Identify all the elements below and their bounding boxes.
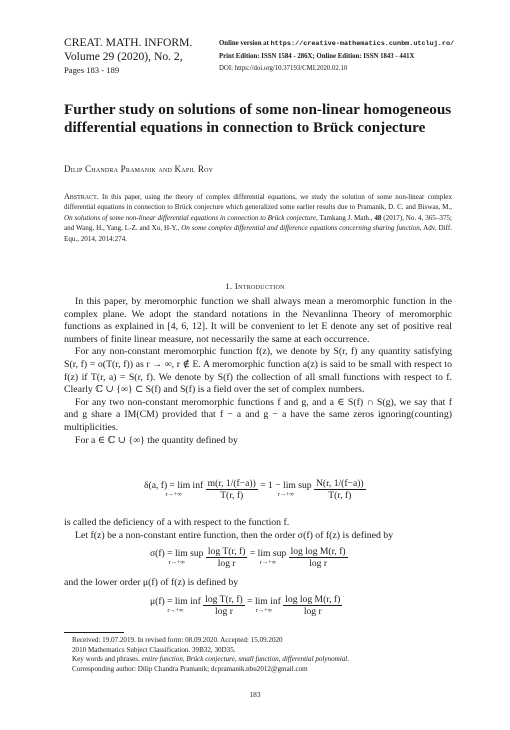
issn-line: Print Edition: ISSN 1584 - 286X; Online Edition: ISSN 1843 - 441X [219, 52, 415, 60]
paragraph-6: Let f(z) be a non-constant entire function, then the order σ(f) of f(z) is defined by [75, 529, 394, 541]
paper-title: Further study on solutions of some non-linear homogeneous differential equations in connection to Brück conjecture [64, 101, 452, 136]
paragraph-7: and the lower order μ(f) of f(z) is defined by [64, 577, 239, 588]
paragraph-3: For any two non-constant meromorphic functions f and g, and a ∈ S(f) ∩ S(g), we say that f and g share a IM(CM) provided that f − a and g − a have the same zeros ignoring(counting) multiplicities. [64, 396, 452, 433]
section-heading: 1. Introduction [225, 281, 285, 291]
keywords: Key words and phrases. entire function, Brück conjecture, small function, differential polynomial. [72, 655, 350, 664]
order-equation: σ(f) = lim sup r→+∞ $\frac{\text{log T(r, f)}}{\text{log r}}$ = lim sup r→+∞ $\frac{\text{log log M(r, f)}}{\text{log r}}$ [150, 546, 346, 569]
intro-paragraphs [64, 296, 452, 447]
paragraph-4: For a ∈ ℂ ∪ {∞} the quantity defined by [75, 434, 238, 446]
page-number: 183 [249, 690, 261, 699]
online-version [219, 38, 509, 51]
paragraph-2: For any non-constant meromorphic function f(z), we denote by S(r, f) any quantity satisfying S(r, f) = o(T(r, f)) as r → ∞, r ∉ E. A meromorphic function a(z) is said to be small with respect to f(z) if T(r, a) = S(r, f). We denote by S(f) the collection of all small functions with respect to f. Clearly ℂ ∪ {∞} ⊂ S(f) and S(f) is a field over the set of complex numbers. [64, 346, 452, 396]
abstract-label: Abstract. [64, 192, 99, 201]
journal-name: CREAT. MATH. INFORM. [64, 36, 193, 49]
lower-order-text [64, 577, 452, 590]
online-url[interactable]: https://creative-mathematics.cunbm.utcluj.ro/ [270, 40, 455, 48]
corresponding-author: Corresponding author: Dilip Chandra Pramanik; dcpramanik.nbu2012@gmail.com [72, 665, 308, 674]
publication-info [219, 38, 509, 74]
lower-order-equation: μ(f) = lim inf r→+∞ $\frac{\text{log T(r, f)}}{\text{log r}}$ = lim inf r→+∞ $\frac{\text{log log M(r, f)}}{\text{log r}}$ [150, 594, 341, 617]
abstract: Abstract. In this paper, using the theory of complex differential equations, we study the solution of some non-linear complex differential equations in connection to Brück conjecture which generalized some earlier results due to Pramanik, D. C. and Biswas, M., On solutions of some non-linear differential equations in connection to Brück conjecture, Tamkang J. Math., 48 (2017), No. 4, 365–375; and Wang, H., Yang, L-Z. and Xu, H-Y., On some complex differential and difference equations concerning sharing function, Adv. Diff. Equ., 2014, 2014:274. [64, 192, 453, 243]
msc-classification: 2010 Mathematics Subject Classification. 39B32, 30D35. [72, 645, 236, 654]
footnotes [64, 636, 452, 675]
authors: Dilip Chandra Pramanik and Kapil Roy [64, 164, 214, 174]
online-label: Online version at [219, 40, 269, 47]
pages-range: Pages 183 - 189 [64, 65, 120, 76]
paragraph-1: In this paper, by meromorphic function we shall always mean a meromorphic function in the complex plane. We adopt the standard notations in the Nevanlinna Theory of meromorphic functions as explained in [4, 6, 12]. It will be convenient to let E denote any set of positive real numbers of finite linear measure, not necessarily the same at each occurrence. [64, 296, 452, 345]
paragraph-5: is called the deficiency of a with respect to the function f. [64, 517, 290, 528]
doi-line[interactable]: DOI: https://doi.org/10.37193/CMI.2020.02.10 [219, 64, 348, 72]
volume-line: Volume 29 (2020), No. 2, [64, 50, 183, 64]
footnote-rule [64, 632, 124, 633]
received-dates: Received: 19.07.2019. In revised form: 08.09.2020. Accepted: 15.09.2020 [72, 636, 283, 644]
journal-info [64, 36, 234, 76]
deficiency-text [64, 517, 452, 542]
deficiency-equation: δ(a, f) = lim inf r→+∞ $\frac{m(r, 1/(f-a))}{T(r, f)}$ = 1 − lim sup r→+∞ $\frac{N(r, 1/(f-a))}{T(r, f)}$ [144, 478, 364, 501]
